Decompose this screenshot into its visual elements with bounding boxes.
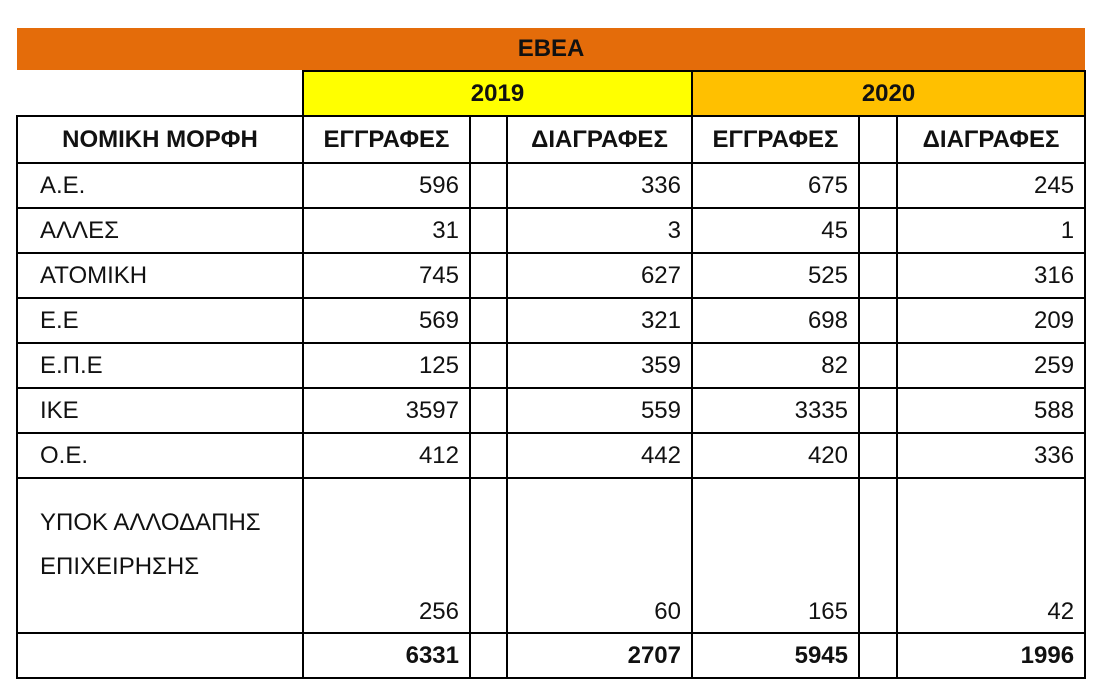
spacer-cell <box>470 633 507 678</box>
legal-form-cell: Ε.Ε <box>17 298 303 343</box>
header-spacer <box>859 116 897 163</box>
spacer-cell <box>859 433 897 478</box>
registrations-2020-cell: 3335 <box>692 388 859 433</box>
header-registrations-2019: ΕΓΓΡΑΦΕΣ <box>303 116 470 163</box>
table-row <box>17 208 1085 253</box>
spacer-cell <box>470 298 507 343</box>
ebea-table <box>16 28 1086 679</box>
deletions-2020-cell: 209 <box>897 298 1085 343</box>
deletions-2019-cell: 359 <box>507 343 692 388</box>
spacer-cell <box>470 388 507 433</box>
registrations-2019-cell: 412 <box>303 433 470 478</box>
registrations-2019-cell: 256 <box>303 478 470 633</box>
registrations-2020-cell: 165 <box>692 478 859 633</box>
table-row <box>17 388 1085 433</box>
spacer-cell <box>859 633 897 678</box>
table-row <box>17 433 1085 478</box>
registrations-2020-cell: 525 <box>692 253 859 298</box>
spacer-cell <box>470 478 507 633</box>
header-deletions-2020: ΔΙΑΓΡΑΦΕΣ <box>897 116 1085 163</box>
spacer-cell <box>859 253 897 298</box>
year-2019-header: 2019 <box>303 71 692 116</box>
spacer-cell <box>470 208 507 253</box>
deletions-2020-cell: 245 <box>897 163 1085 208</box>
table-row <box>17 253 1085 298</box>
legal-form-cell: ΑΤΟΜΙΚΗ <box>17 253 303 298</box>
deletions-2019-cell: 321 <box>507 298 692 343</box>
total-registrations-2019: 6331 <box>303 633 470 678</box>
legal-form-cell: ΙΚΕ <box>17 388 303 433</box>
deletions-2020-cell: 336 <box>897 433 1085 478</box>
totals-label-cell <box>17 633 303 678</box>
registrations-2019-cell: 569 <box>303 298 470 343</box>
title-row <box>17 28 1085 71</box>
registrations-2019-cell: 596 <box>303 163 470 208</box>
spacer-cell <box>859 343 897 388</box>
table-row <box>17 343 1085 388</box>
spacer-cell <box>859 208 897 253</box>
registrations-2020-cell: 420 <box>692 433 859 478</box>
deletions-2019-cell: 559 <box>507 388 692 433</box>
deletions-2019-cell: 336 <box>507 163 692 208</box>
total-deletions-2020: 1996 <box>897 633 1085 678</box>
registrations-2020-cell: 698 <box>692 298 859 343</box>
spacer-cell <box>859 478 897 633</box>
registrations-2020-cell: 45 <box>692 208 859 253</box>
year-row-blank <box>17 71 303 116</box>
legal-form-cell: ΑΛΛΕΣ <box>17 208 303 253</box>
registrations-2019-cell: 31 <box>303 208 470 253</box>
deletions-2019-cell: 3 <box>507 208 692 253</box>
deletions-2019-cell: 442 <box>507 433 692 478</box>
registrations-2019-cell: 3597 <box>303 388 470 433</box>
spacer-cell <box>859 388 897 433</box>
column-header-row <box>17 116 1085 163</box>
legal-form-cell: Α.Ε. <box>17 163 303 208</box>
spacer-cell <box>859 298 897 343</box>
deletions-2019-cell: 627 <box>507 253 692 298</box>
spacer-cell <box>470 433 507 478</box>
total-deletions-2019: 2707 <box>507 633 692 678</box>
header-deletions-2019: ΔΙΑΓΡΑΦΕΣ <box>507 116 692 163</box>
table-title: ΕΒΕΑ <box>17 28 1085 71</box>
registrations-2019-cell: 125 <box>303 343 470 388</box>
registrations-2020-cell: 675 <box>692 163 859 208</box>
deletions-2020-cell: 316 <box>897 253 1085 298</box>
deletions-2019-cell: 60 <box>507 478 692 633</box>
totals-row <box>17 633 1085 678</box>
table-row <box>17 298 1085 343</box>
spacer-cell <box>470 343 507 388</box>
registrations-2019-cell: 745 <box>303 253 470 298</box>
table-row <box>17 163 1085 208</box>
deletions-2020-cell: 259 <box>897 343 1085 388</box>
deletions-2020-cell: 1 <box>897 208 1085 253</box>
legal-form-cell: Ο.Ε. <box>17 433 303 478</box>
header-legal-form: ΝΟΜΙΚΗ ΜΟΡΦΗ <box>17 116 303 163</box>
spacer-cell <box>470 253 507 298</box>
year-2020-header: 2020 <box>692 71 1085 116</box>
year-row <box>17 71 1085 116</box>
spacer-cell <box>470 163 507 208</box>
deletions-2020-cell: 42 <box>897 478 1085 633</box>
legal-form-cell: ΥΠΟΚ ΑΛΛΟΔΑΠΗΣ ΕΠΙΧΕΙΡΗΣΗΣ <box>17 478 303 633</box>
spacer-cell <box>859 163 897 208</box>
legal-form-cell: Ε.Π.Ε <box>17 343 303 388</box>
table-row <box>17 478 1085 633</box>
registrations-2020-cell: 82 <box>692 343 859 388</box>
header-registrations-2020: ΕΓΓΡΑΦΕΣ <box>692 116 859 163</box>
total-registrations-2020: 5945 <box>692 633 859 678</box>
deletions-2020-cell: 588 <box>897 388 1085 433</box>
ebea-table-sheet <box>16 28 1084 679</box>
header-spacer <box>470 116 507 163</box>
